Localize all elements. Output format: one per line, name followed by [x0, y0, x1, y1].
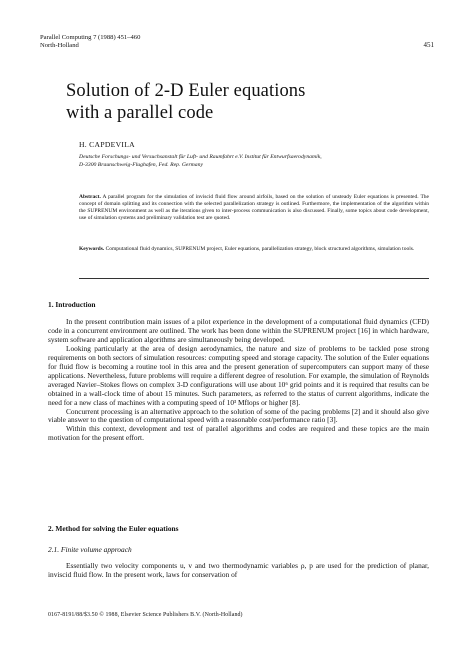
paragraph: Concurrent processing is an alternative approach to the solution of some of the pacing problems [2] and it should also give viable answer to the question of computational speed with a reasonable cost/performance ratio [3]. — [48, 406, 429, 425]
keywords-text: Computational fluid dynamics, SUPRENUM project, Euler equations, parallelization strategy, block structured algorithms, simulation tools. — [105, 246, 415, 252]
paragraph: Essentially two velocity components u, v and two thermodynamic variables ρ, p are used for the prediction of planar, inviscid fluid flow. In the present work, laws for conservation of — [48, 561, 429, 579]
journal-citation — [40, 34, 140, 51]
introduction-body — [48, 318, 429, 443]
author-name: H. CAPDEVILA — [79, 140, 135, 149]
affiliation-line-1: Deutsche Forschungs- und Versuchsanstalt für Luft- und Raumfahrt e.V. Institut für Entwurfsaerodynamik, — [79, 154, 322, 160]
abstract-divider — [79, 278, 429, 279]
method-body — [48, 562, 429, 580]
abstract-text: A parallel program for the simulation of inviscid fluid flow around airfoils, based on the solution of unsteady Euler equations is presented. The concept of domain splitting and its connection with the selected parallelization strategy is outlined. Furthermore, the implementation of the algorithm within the SUPRENUM environment as well as the iterations given to inter-process communication is also discussed. Finally, some topics about code development, use of simulation systems and preliminary validation test are quoted. — [79, 194, 429, 222]
section-heading-introduction: 1. Introduction — [48, 300, 96, 309]
keywords-label: Keywords. — [79, 246, 105, 252]
page-number: 451 — [423, 41, 434, 49]
keywords — [79, 246, 429, 253]
journal-line-1: Parallel Computing 7 (1988) 451–460 — [40, 34, 141, 41]
journal-line-2: North-Holland — [40, 42, 79, 50]
abstract-label: Abstract. — [79, 194, 101, 200]
subsection-heading-finite-volume: 2.1. Finite volume approach — [48, 545, 132, 554]
abstract — [79, 194, 429, 222]
title-line-2: with a parallel code — [66, 103, 214, 123]
title-line-1: Solution of 2-D Euler equations — [66, 81, 306, 101]
paper-title — [66, 80, 426, 124]
paragraph: Looking particularly at the area of design aerodynamics, the nature and size of problems to be tackled pose strong requirements on both sectors of simulation resources: computing speed and storage capacity. The solution of the Euler equations for fluid flow is becoming a routine tool in this area and the present generation of supercomputers can support many of these applications. Nevertheless, future problems will require a different degree of resolution. For example, the simulation of Reynolds averaged Navier–Stokes flows on complex 3-D configurations will use about 10⁶ grid points and it is required that results can be obtained in a wall-clock time of about 15 minutes. Such parameters, as referred to the status of current algorithms, indicate the need for a new class of machines with a computing speed of 10³ Mflops or higher [8]. — [48, 343, 429, 407]
author-affiliation — [79, 154, 439, 169]
affiliation-line-2: D-3300 Braunschweig-Flughafen, Fed. Rep. Germany — [79, 161, 203, 168]
section-heading-method: 2. Method for solving the Euler equations — [48, 524, 179, 533]
paragraph: Within this context, development and test of parallel algorithms and codes are required and these topics are the main motivation for the present effort. — [48, 424, 429, 443]
copyright-footer: 0167-8191/88/$3.50 © 1988, Elsevier Science Publishers B.V. (North-Holland) — [48, 612, 243, 618]
paragraph: In the present contribution main issues of a pilot experience in the development of a computational fluid dynamics (CFD) code in a concurrent environment are outlined. The work has been done within the SUPRENUM project [16] in which hardware, system software and application algorithms are simultaneously being developed. — [48, 317, 429, 344]
